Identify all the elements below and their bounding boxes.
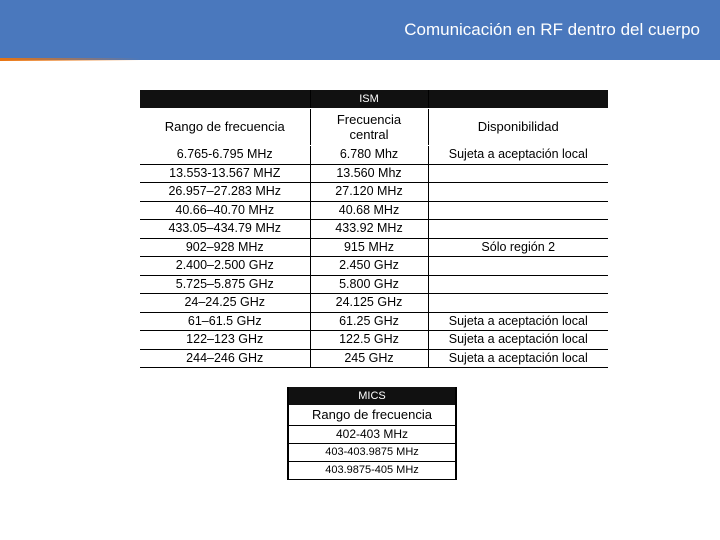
table-row	[288, 426, 456, 444]
table-row	[140, 312, 608, 331]
center-cell: 2.450 GHz	[310, 257, 428, 276]
table-row	[140, 183, 608, 202]
col-header-availability: Disponibilidad	[428, 109, 608, 146]
table-top-bar	[140, 90, 608, 109]
ism-group-label: ISM	[310, 90, 428, 109]
center-cell: 24.125 GHz	[310, 294, 428, 313]
availability-cell: Sujeta a aceptación local	[428, 349, 608, 368]
range-cell: 902–928 MHz	[140, 238, 310, 257]
center-cell: 5.800 GHz	[310, 275, 428, 294]
table-row	[140, 220, 608, 239]
table-row	[140, 331, 608, 350]
table-row	[288, 444, 456, 462]
availability-cell: Sujeta a aceptación local	[428, 312, 608, 331]
availability-cell	[428, 164, 608, 183]
mics-frequency-table	[287, 387, 457, 480]
header-accent-bar	[0, 58, 140, 61]
table-row	[140, 349, 608, 368]
availability-cell	[428, 201, 608, 220]
range-cell: 5.725–5.875 GHz	[140, 275, 310, 294]
range-cell: 13.553-13.567 MHZ	[140, 164, 310, 183]
mics-col-header: Rango de frecuencia	[288, 405, 456, 426]
range-cell: 433.05–434.79 MHz	[140, 220, 310, 239]
range-cell: 122–123 GHz	[140, 331, 310, 350]
availability-cell: Sujeta a aceptación local	[428, 331, 608, 350]
mics-range-cell: 403.9875-405 MHz	[288, 462, 456, 480]
range-cell: 2.400–2.500 GHz	[140, 257, 310, 276]
center-cell: 61.25 GHz	[310, 312, 428, 331]
range-cell: 40.66–40.70 MHz	[140, 201, 310, 220]
availability-cell	[428, 220, 608, 239]
range-cell: 6.765-6.795 MHz	[140, 146, 310, 165]
col-header-range: Rango de frecuencia	[140, 109, 310, 146]
center-cell: 40.68 MHz	[310, 201, 428, 220]
availability-cell	[428, 275, 608, 294]
ism-frequency-table	[140, 90, 608, 368]
range-cell: 61–61.5 GHz	[140, 312, 310, 331]
availability-cell: Sujeta a aceptación local	[428, 146, 608, 165]
top-bar-cell	[140, 90, 310, 109]
mics-range-cell: 402-403 MHz	[288, 426, 456, 444]
center-cell: 433.92 MHz	[310, 220, 428, 239]
table-row	[140, 146, 608, 165]
table-row	[140, 238, 608, 257]
availability-cell: Sólo región 2	[428, 238, 608, 257]
table-header-row	[140, 109, 608, 146]
center-cell: 27.120 MHz	[310, 183, 428, 202]
availability-cell	[428, 257, 608, 276]
range-cell: 26.957–27.283 MHz	[140, 183, 310, 202]
table-row	[140, 294, 608, 313]
center-cell: 13.560 Mhz	[310, 164, 428, 183]
range-cell: 24–24.25 GHz	[140, 294, 310, 313]
center-cell: 915 MHz	[310, 238, 428, 257]
table-row	[140, 164, 608, 183]
mics-header-row	[288, 387, 456, 405]
mics-group-label: MICS	[288, 387, 456, 405]
center-cell: 122.5 GHz	[310, 331, 428, 350]
availability-cell	[428, 183, 608, 202]
col-header-center-frequency: Frecuencia central	[310, 109, 428, 146]
center-cell: 245 GHz	[310, 349, 428, 368]
table-row	[140, 275, 608, 294]
range-cell: 244–246 GHz	[140, 349, 310, 368]
center-cell: 6.780 Mhz	[310, 146, 428, 165]
top-bar-cell	[428, 90, 608, 109]
mics-range-cell: 403-403.9875 MHz	[288, 444, 456, 462]
slide-title: Comunicación en RF dentro del cuerpo	[404, 20, 700, 39]
table-row	[140, 201, 608, 220]
table-row	[140, 257, 608, 276]
table-row	[288, 462, 456, 480]
availability-cell	[428, 294, 608, 313]
mics-column-header-row	[288, 405, 456, 426]
